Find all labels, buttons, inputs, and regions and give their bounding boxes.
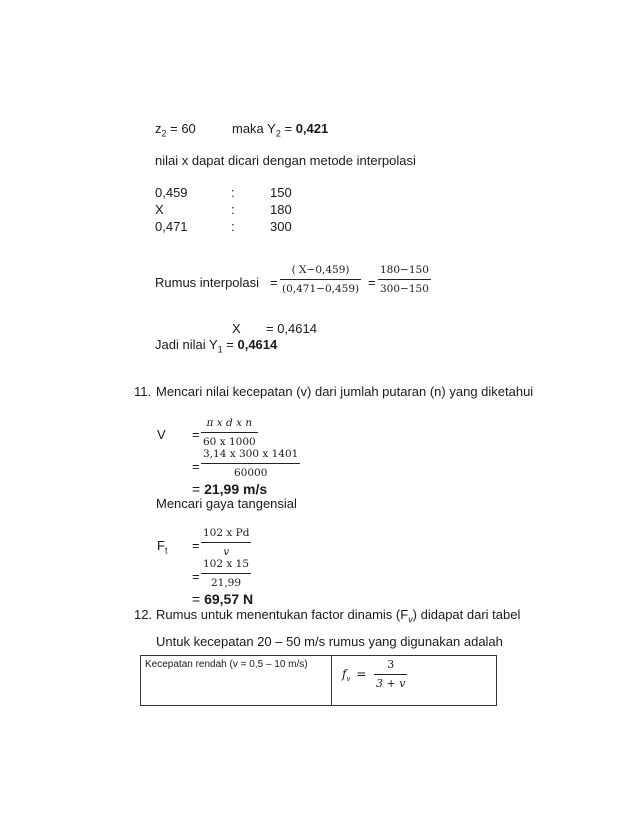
item-number-11: 11. — [134, 384, 152, 399]
rumus-interpolasi-label: Rumus interpolasi — [155, 275, 260, 290]
equals-sign: = — [270, 275, 278, 290]
dynamic-factor-fraction: 3 3 + v — [376, 658, 406, 690]
equals-sign: = — [192, 459, 200, 474]
equals-sign: = — [368, 275, 376, 290]
interp-fraction-left: ( X−0,459) (0,471−0,459) — [282, 264, 360, 295]
equals-sign: = — [192, 427, 200, 442]
interp-row-1: 0,459 : 150 — [155, 185, 292, 200]
interpolation-table — [155, 185, 355, 236]
equals-sign: = — [192, 538, 200, 553]
interpolation-sentence: nilai x dapat dicari dengan metode interpolasi — [155, 153, 416, 168]
table-cell-formula — [332, 656, 497, 706]
ft-fraction-values: 102 x 15 21,99 — [203, 558, 249, 589]
gaya-tangensial-heading: Mencari gaya tangensial — [156, 496, 297, 511]
x-value: = 0,4614 — [266, 321, 317, 336]
equals-sign: = — [192, 569, 200, 584]
x-label: X — [232, 321, 241, 336]
ft-result: 69,57 N — [204, 591, 254, 607]
v-label: V — [157, 427, 166, 442]
jadi-nilai-line: Jadi nilai $Y_1 = 0,4614$ — [155, 337, 278, 355]
dynamic-factor-table — [140, 655, 497, 706]
interp-row-2: X : 180 — [155, 202, 292, 217]
v-fraction-formula: π x d x n 60 x 1000 — [203, 417, 256, 448]
v-fraction-values: 3,14 x 300 x 1401 60000 — [203, 448, 299, 479]
y1-value: 0,4614 — [237, 337, 278, 352]
v-result: 21,99 m/s — [204, 481, 268, 497]
dynamic-factor-formula: $f_v$ = — [342, 667, 367, 683]
section-12-subheading: Untuk kecepatan 20 – 50 m/s rumus yang digunakan adalah — [156, 634, 503, 649]
y2-value: 0,421 — [295, 121, 329, 136]
section-12-heading: Rumus untuk menentukan factor dinamis $(F_v)$ didapat dari tabel — [156, 607, 521, 625]
ft-result-line: = 69,57 N — [192, 591, 254, 607]
section-11-heading: Mencari nilai kecepatan (v) dari jumlah putaran (n) yang diketahui — [156, 384, 534, 399]
interp-row-3: 0,471 : 300 — [155, 219, 292, 234]
ft-label: $F_t$ — [157, 538, 168, 556]
table-row — [141, 656, 497, 706]
maka-y2-line: maka $Y_2 = 0,421$ — [232, 121, 329, 139]
table-cell-speed-range: Kecepatan rendah (v = 0,5 – 10 m/s) — [141, 656, 332, 706]
ft-fraction-formula: 102 x Pd v — [203, 527, 250, 558]
v-result-line: = 21,99 m/s — [192, 481, 268, 497]
interp-fraction-right: 180−150 300−150 — [380, 264, 429, 295]
item-number-12: 12. — [134, 607, 153, 622]
z2-line: $z_2 = 60$ — [155, 121, 196, 139]
